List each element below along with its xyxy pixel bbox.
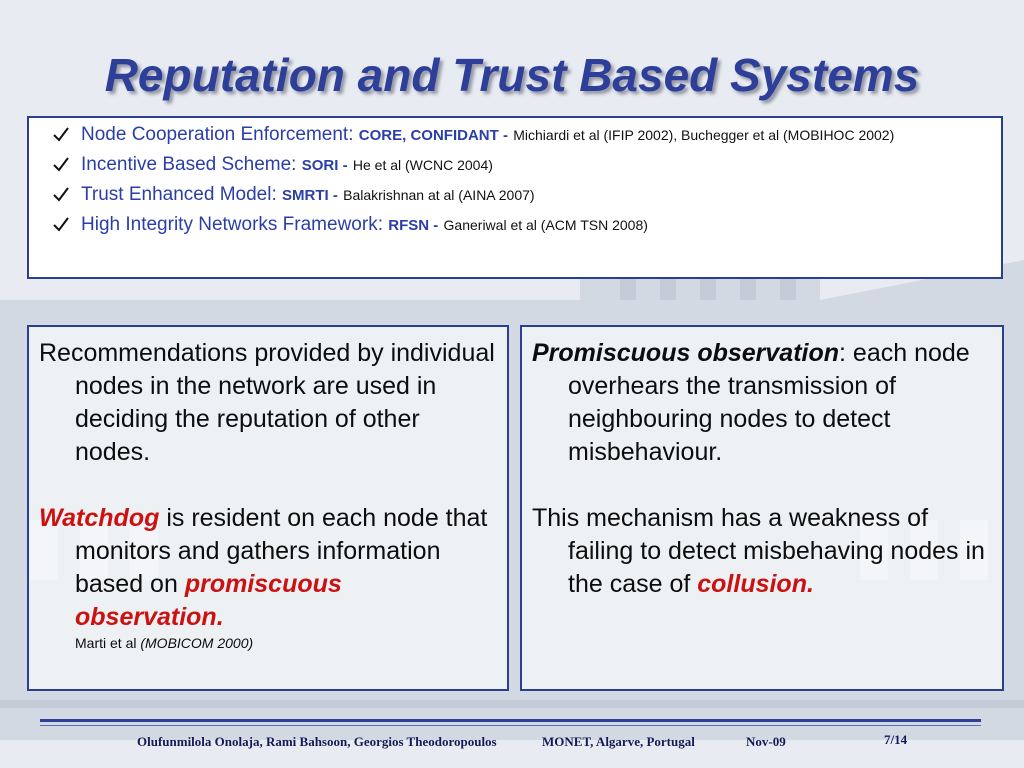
footer-venue: MONET, Algarve, Portugal [542, 734, 695, 749]
systems-list [51, 124, 987, 237]
promiscuous-description: : each node overhears the transmission of neighbouring nodes to detect misbehaviour. [568, 339, 970, 466]
footer-authors: Olufunmilola Onolaja, Rami Bahsoon, Georgios Theodoropoulos [137, 734, 497, 749]
footer-divider-thin [40, 725, 981, 726]
watchdog-paragraph [39, 502, 497, 652]
citation-venue: (MOBICOM 2000) [140, 635, 254, 651]
checkmark-icon [51, 215, 71, 235]
footer-divider [40, 719, 981, 722]
list-item [51, 214, 987, 237]
weakness-paragraph [532, 502, 992, 601]
bullet-name: Incentive Based Scheme: [81, 154, 297, 175]
checkmark-icon [51, 155, 71, 175]
citation-authors: Marti et al [75, 635, 141, 651]
bullet-name: High Integrity Networks Framework: [81, 214, 383, 235]
checkmark-icon [51, 185, 71, 205]
bullet-ref: Ganeriwal et al (ACM TSN 2008) [443, 217, 648, 233]
bullet-name: Trust Enhanced Model: [81, 184, 277, 205]
list-item [51, 184, 987, 207]
list-item [51, 154, 987, 177]
bullet-ref: Balakrishnan at al (AINA 2007) [343, 187, 535, 203]
bullet-keyword: SMRTI - [282, 187, 338, 204]
bullet-keyword: SORI - [301, 157, 348, 174]
recommendations-panel [27, 325, 509, 691]
promiscuous-paragraph [532, 337, 992, 469]
citation [75, 634, 497, 652]
footer-date: Nov-09 [746, 734, 786, 749]
list-item [51, 124, 987, 147]
checkmark-icon [51, 125, 71, 145]
bullet-ref: He et al (WCNC 2004) [352, 157, 493, 173]
page-number: 7/14 [884, 732, 908, 747]
recommendations-paragraph: Recommendations provided by individual nodes in the network are used in deciding the reputation of other nodes. [39, 339, 495, 466]
slide-title: Reputation and Trust Based Systems [104, 49, 920, 101]
systems-list-box [27, 116, 1003, 279]
collusion-term: collusion. [697, 570, 814, 598]
weakness-text: This mechanism has a weakness of failing to detect misbehaving nodes in the case of [532, 504, 985, 598]
promiscuous-heading: Promiscuous observation [532, 339, 840, 367]
promiscuous-term: promiscuous observation. [75, 570, 342, 631]
watchdog-term: Watchdog [39, 504, 160, 532]
promiscuous-observation-panel [520, 325, 1004, 691]
watchdog-description: is resident on each node that monitors and gathers information based on [75, 504, 488, 598]
bullet-keyword: RFSN - [388, 217, 439, 234]
bullet-name: Node Cooperation Enforcement: [81, 124, 354, 145]
bullet-keyword: CORE, CONFIDANT - [358, 127, 508, 144]
bullet-ref: Michiardi et al (IFIP 2002), Buchegger et al (MOBIHOC 2002) [513, 127, 895, 143]
